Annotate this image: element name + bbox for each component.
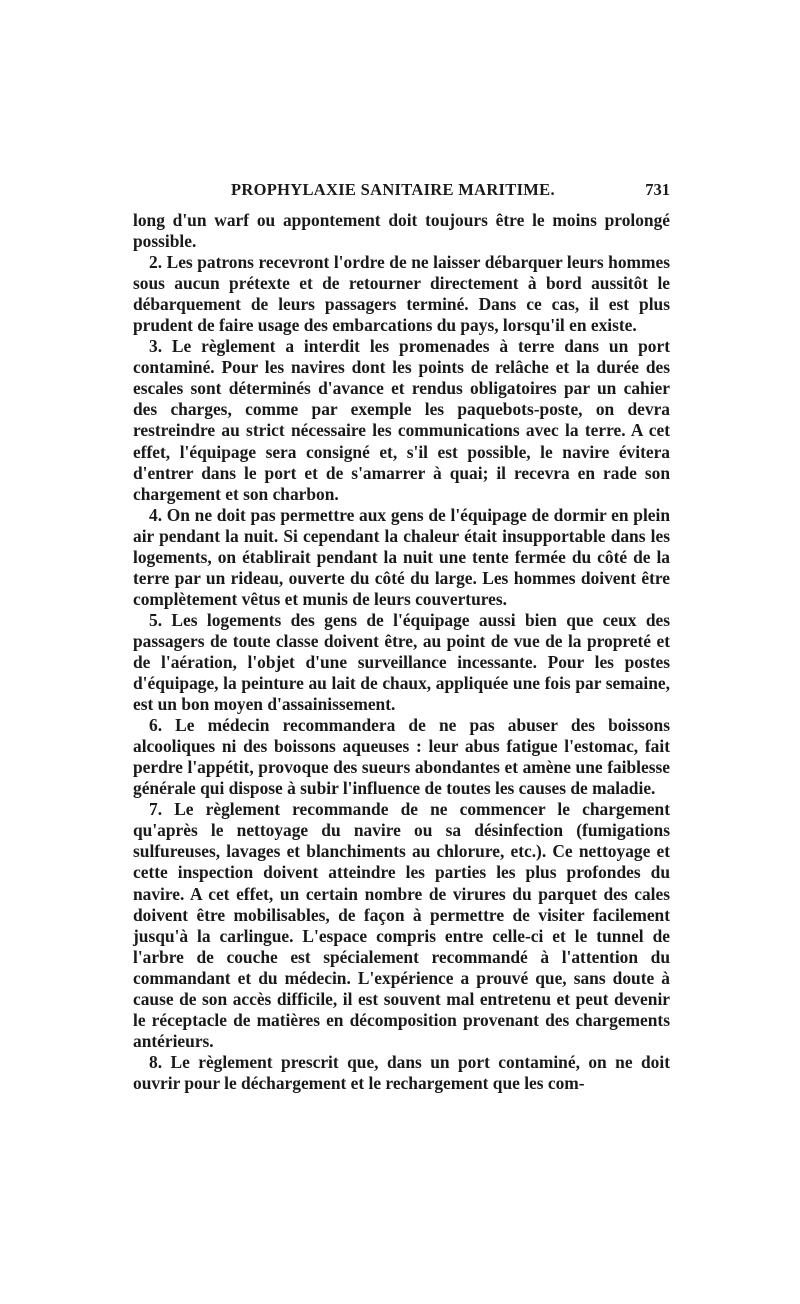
paragraph-4: 4. On ne doit pas permettre aux gens de l'équipage de dormir en plein air pendant la nuit. Si cependant la chaleur était insupportable dans les logements, on établirait pendant la nuit une tente fermée du côté de la terre par un rideau, ouverte du côté du large. Les hommes doivent être complètement vêtus et munis de leurs couvertures.	[133, 504, 670, 609]
body-text	[133, 210, 670, 1094]
book-page	[133, 180, 670, 1094]
paragraph-6: 6. Le médecin recommandera de ne pas abuser des boissons alcooliques ni des boissons aqueuses : leur abus fatigue l'estomac, fait perdre l'appétit, provoque des sueurs abondantes et amène une faiblesse générale qui dispose à subir l'influence de toutes les causes de maladie.	[133, 715, 670, 799]
running-head: PROPHYLAXIE SANITAIRE MARITIME.	[231, 180, 555, 199]
paragraph-7: 7. Le règlement recommande de ne commencer le chargement qu'après le nettoyage du navire ou sa désinfection (fumigations sulfureuses, lavages et blanchiments au chlorure, etc.). Ce nettoyage et cette inspection doivent atteindre les parties les plus profondes du navire. A cet effet, un certain nombre de virures du parquet des cales doivent être mobilisables, de façon à permettre de visiter facilement jusqu'à la carlingue. L'espace compris entre celle-ci et le tunnel de l'arbre de couche est spécialement recommandé à l'attention du commandant et du médecin. L'expérience a prouvé que, sans doute à cause de son accès difficile, il est souvent mal entretenu et peut devenir le réceptacle de matières en décomposition provenant des chargements antérieurs.	[133, 799, 670, 1051]
page-header	[133, 180, 670, 204]
page-number: 731	[645, 180, 670, 199]
paragraph-continuation: long d'un warf ou appontement doit toujours être le moins prolongé possible.	[133, 210, 670, 252]
paragraph-5: 5. Les logements des gens de l'équipage aussi bien que ceux des passagers de toute classe doivent être, au point de vue de la propreté et de l'aération, l'objet d'une surveillance incessante. Pour les postes d'équipage, la peinture au lait de chaux, appliquée une fois par semaine, est un bon moyen d'assainissement.	[133, 609, 670, 715]
paragraph-3: 3. Le règlement a interdit les promenades à terre dans un port contaminé. Pour les navires dont les points de relâche et la durée des escales sont déterminés d'avance et rendus obligatoires par un cahier des charges, comme par exemple les paquebots-poste, on devra restreindre au strict nécessaire les communications avec la terre. A cet effet, l'équipage sera consigné et, s'il est possible, le navire évitera d'entrer dans le port et de s'amarrer à quai; il recevra en rade son chargement et son charbon.	[133, 336, 670, 504]
paragraph-8: 8. Le règlement prescrit que, dans un port contaminé, on ne doit ouvrir pour le déchargement et le rechargement que les com-	[133, 1051, 670, 1093]
paragraph-2: 2. Les patrons recevront l'ordre de ne laisser débarquer leurs hommes sous aucun prétexte et de retourner directement à bord aussitôt le débarquement de leurs passagers terminé. Dans ce cas, il est plus prudent de faire usage des embarcations du pays, lorsqu'il en existe.	[133, 252, 670, 336]
